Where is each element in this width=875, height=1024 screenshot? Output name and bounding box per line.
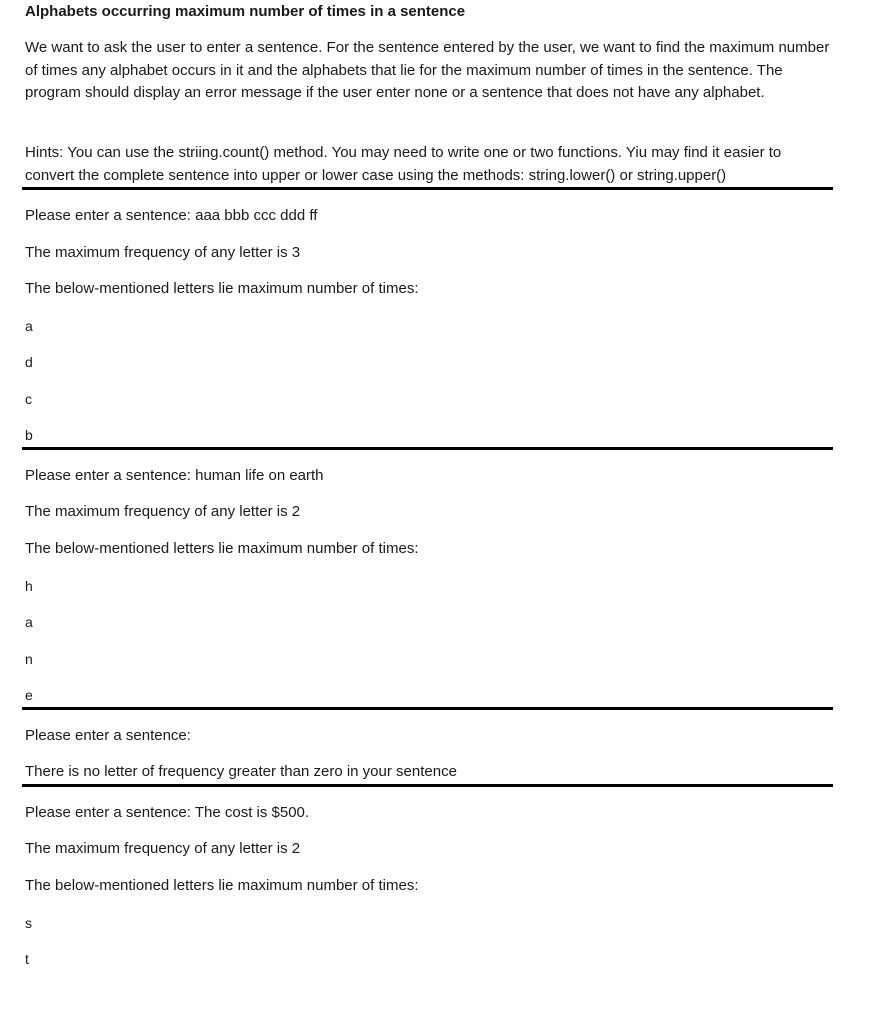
section-divider <box>22 784 833 787</box>
example-4-letters-heading: The below-mentioned letters lie maximum number of times: <box>25 877 419 894</box>
section-divider <box>22 447 833 450</box>
example-2-letter: h <box>25 578 33 594</box>
example-4-frequency: The maximum frequency of any letter is 2 <box>25 840 301 857</box>
problem-description: We want to ask the user to enter a sentence. For the sentence entered by the user, we want to find the maximum number of times any alphabet occurs in it and the alphabets that lie for the maximum number of times in the sentence. The program should display an error message if the user enter none or a sentence that does not have any alphabet. <box>25 39 830 102</box>
example-2-letters-heading: The below-mentioned letters lie maximum number of times: <box>25 540 419 557</box>
example-1-frequency: The maximum frequency of any letter is 3 <box>25 244 301 261</box>
example-1-letter: a <box>25 318 33 334</box>
example-2-letter: n <box>25 651 33 667</box>
document-title: Alphabets occurring maximum number of times in a sentence <box>25 3 466 20</box>
example-2-prompt: Please enter a sentence: human life on earth <box>25 467 324 484</box>
example-4-prompt: Please enter a sentence: The cost is $500. <box>25 804 310 821</box>
example-1-letters-heading: The below-mentioned letters lie maximum number of times: <box>25 280 419 297</box>
example-2-letter: a <box>25 614 33 630</box>
example-4-letter: t <box>25 951 29 967</box>
example-3-prompt: Please enter a sentence: <box>25 727 191 744</box>
section-divider <box>22 187 833 190</box>
example-1-letter: b <box>25 427 33 443</box>
example-2-frequency: The maximum frequency of any letter is 2 <box>25 503 301 520</box>
example-1-letter: d <box>25 354 33 370</box>
example-4-letter: s <box>25 915 32 931</box>
example-1-letter: c <box>25 391 32 407</box>
example-1-prompt: Please enter a sentence: aaa bbb ccc ddd ff <box>25 207 318 224</box>
hints-paragraph: Hints: You can use the striing.count() method. You may need to write one or two functions. Yiu may find it easier to convert the complete sentence into upper or lower case using the methods: string.lower() or string.upper() <box>25 144 782 184</box>
example-2-letter: e <box>25 687 33 703</box>
example-3-error-message: There is no letter of frequency greater than zero in your sentence <box>25 763 457 780</box>
section-divider <box>22 707 833 710</box>
